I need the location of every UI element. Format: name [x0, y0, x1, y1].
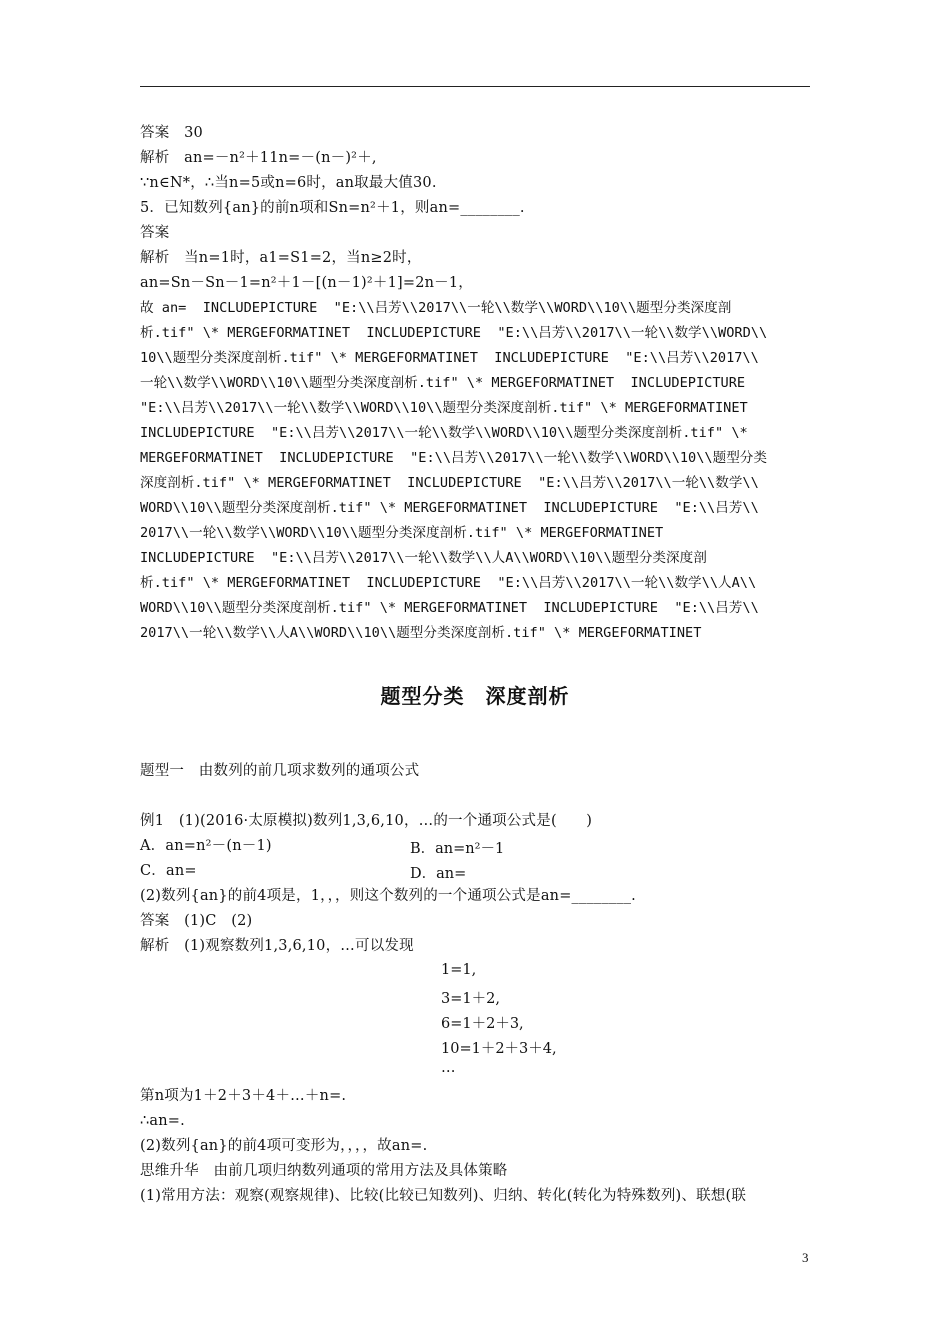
- page-number: 3: [802, 1250, 809, 1265]
- formula-line: an=Sn－Sn－1=n²＋1－[(n－1)²＋1]=2n－1，: [140, 275, 473, 291]
- field-code-line: 一轮\\数学\\WORD\\10\\题型分类深度剖析.tif" \* MERGEFORMATINET INCLUDEPICTURE: [140, 375, 746, 391]
- nth-term: 第n项为1＋2＋3＋4＋…＋n=.: [140, 1088, 347, 1104]
- field-code-line: WORD\\10\\题型分类深度剖析.tif" \* MERGEFORMATINET INCLUDEPICTURE "E:\\吕芳\\: [140, 600, 759, 616]
- example-1: 例1 (1)(2016·太原模拟)数列1,3,6,10，…的一个通项公式是( ): [140, 813, 593, 829]
- analysis-line: 解析 an=－n²＋11n=－(n－)²＋,: [140, 150, 377, 166]
- part-2-solution: (2)数列{an}的前4项可变形为，，，，故an=.: [140, 1138, 428, 1154]
- conclusion-line: ∵n∈N*，∴当n=5或n=6时，an取最大值30.: [140, 175, 437, 191]
- option-c: C．an=: [140, 863, 197, 879]
- option-d: D．an=: [410, 866, 467, 882]
- part-2: (2)数列{an}的前4项是，1，，，则这个数列的一个通项公式是an=________.: [140, 888, 636, 904]
- field-code-line: INCLUDEPICTURE "E:\\吕芳\\2017\\一轮\\数学\\人A\\WORD\\10\\题型分类深度剖: [140, 550, 707, 566]
- option-b: B．an=n²－1: [410, 841, 505, 857]
- field-code-line: 析.tif" \* MERGEFORMATINET INCLUDEPICTURE "E:\\吕芳\\2017\\一轮\\数学\\人A\\: [140, 575, 757, 591]
- equation: 10=1＋2＋3＋4,: [441, 1041, 557, 1057]
- ellipsis: …: [441, 1060, 456, 1076]
- answer-line-2: 答案 (1)C (2): [140, 913, 253, 929]
- type-heading: 题型一 由数列的前几项求数列的通项公式: [140, 763, 420, 779]
- analysis-line-3: 解析 (1)观察数列1,3,6,10，…可以发现: [140, 938, 414, 954]
- field-code-line: 2017\\一轮\\数学\\WORD\\10\\题型分类深度剖析.tif" \* MERGEFORMATINET: [140, 525, 664, 541]
- field-code-line: INCLUDEPICTURE "E:\\吕芳\\2017\\一轮\\数学\\WORD\\10\\题型分类深度剖析.tif" \*: [140, 425, 748, 441]
- methods-line: (1)常用方法：观察(观察规律)、比较(比较已知数列)、归纳、转化(转化为特殊数列)、联想(联: [140, 1188, 747, 1204]
- field-code-line: 2017\\一轮\\数学\\人A\\WORD\\10\\题型分类深度剖析.tif" \* MERGEFORMATINET: [140, 625, 702, 641]
- equation: 1=1,: [441, 962, 477, 978]
- answer-line: 答案 30: [140, 125, 203, 141]
- answer-label: 答案: [140, 225, 170, 241]
- therefore-line: ∴an=.: [140, 1113, 185, 1129]
- option-a: A．an=n²－(n－1): [140, 838, 272, 854]
- equation: 3=1＋2,: [441, 991, 500, 1007]
- section-title: 题型分类 深度剖析: [380, 684, 570, 708]
- equation: 6=1＋2＋3,: [441, 1016, 524, 1032]
- field-code-line: "E:\\吕芳\\2017\\一轮\\数学\\WORD\\10\\题型分类深度剖析.tif" \* MERGEFORMATINET: [140, 400, 748, 416]
- field-code-line: MERGEFORMATINET INCLUDEPICTURE "E:\\吕芳\\2017\\一轮\\数学\\WORD\\10\\题型分类: [140, 450, 767, 466]
- header-rule: [140, 86, 810, 87]
- thinking-heading: 思维升华 由前几项归纳数列通项的常用方法及具体策略: [140, 1163, 508, 1179]
- field-code-line: 故 an= INCLUDEPICTURE "E:\\吕芳\\2017\\一轮\\数学\\WORD\\10\\题型分类深度剖: [140, 300, 732, 316]
- field-code-line: 析.tif" \* MERGEFORMATINET INCLUDEPICTURE "E:\\吕芳\\2017\\一轮\\数学\\WORD\\: [140, 325, 768, 341]
- question-5: 5．已知数列{an}的前n项和Sn=n²＋1，则an=________.: [140, 200, 525, 216]
- field-code-line: WORD\\10\\题型分类深度剖析.tif" \* MERGEFORMATINET INCLUDEPICTURE "E:\\吕芳\\: [140, 500, 759, 516]
- analysis-line-2: 解析 当n=1时，a1=S1=2，当n≥2时，: [140, 250, 422, 266]
- field-code-line: 深度剖析.tif" \* MERGEFORMATINET INCLUDEPICTURE "E:\\吕芳\\2017\\一轮\\数学\\: [140, 475, 759, 491]
- field-code-line: 10\\题型分类深度剖析.tif" \* MERGEFORMATINET INCLUDEPICTURE "E:\\吕芳\\2017\\: [140, 350, 759, 366]
